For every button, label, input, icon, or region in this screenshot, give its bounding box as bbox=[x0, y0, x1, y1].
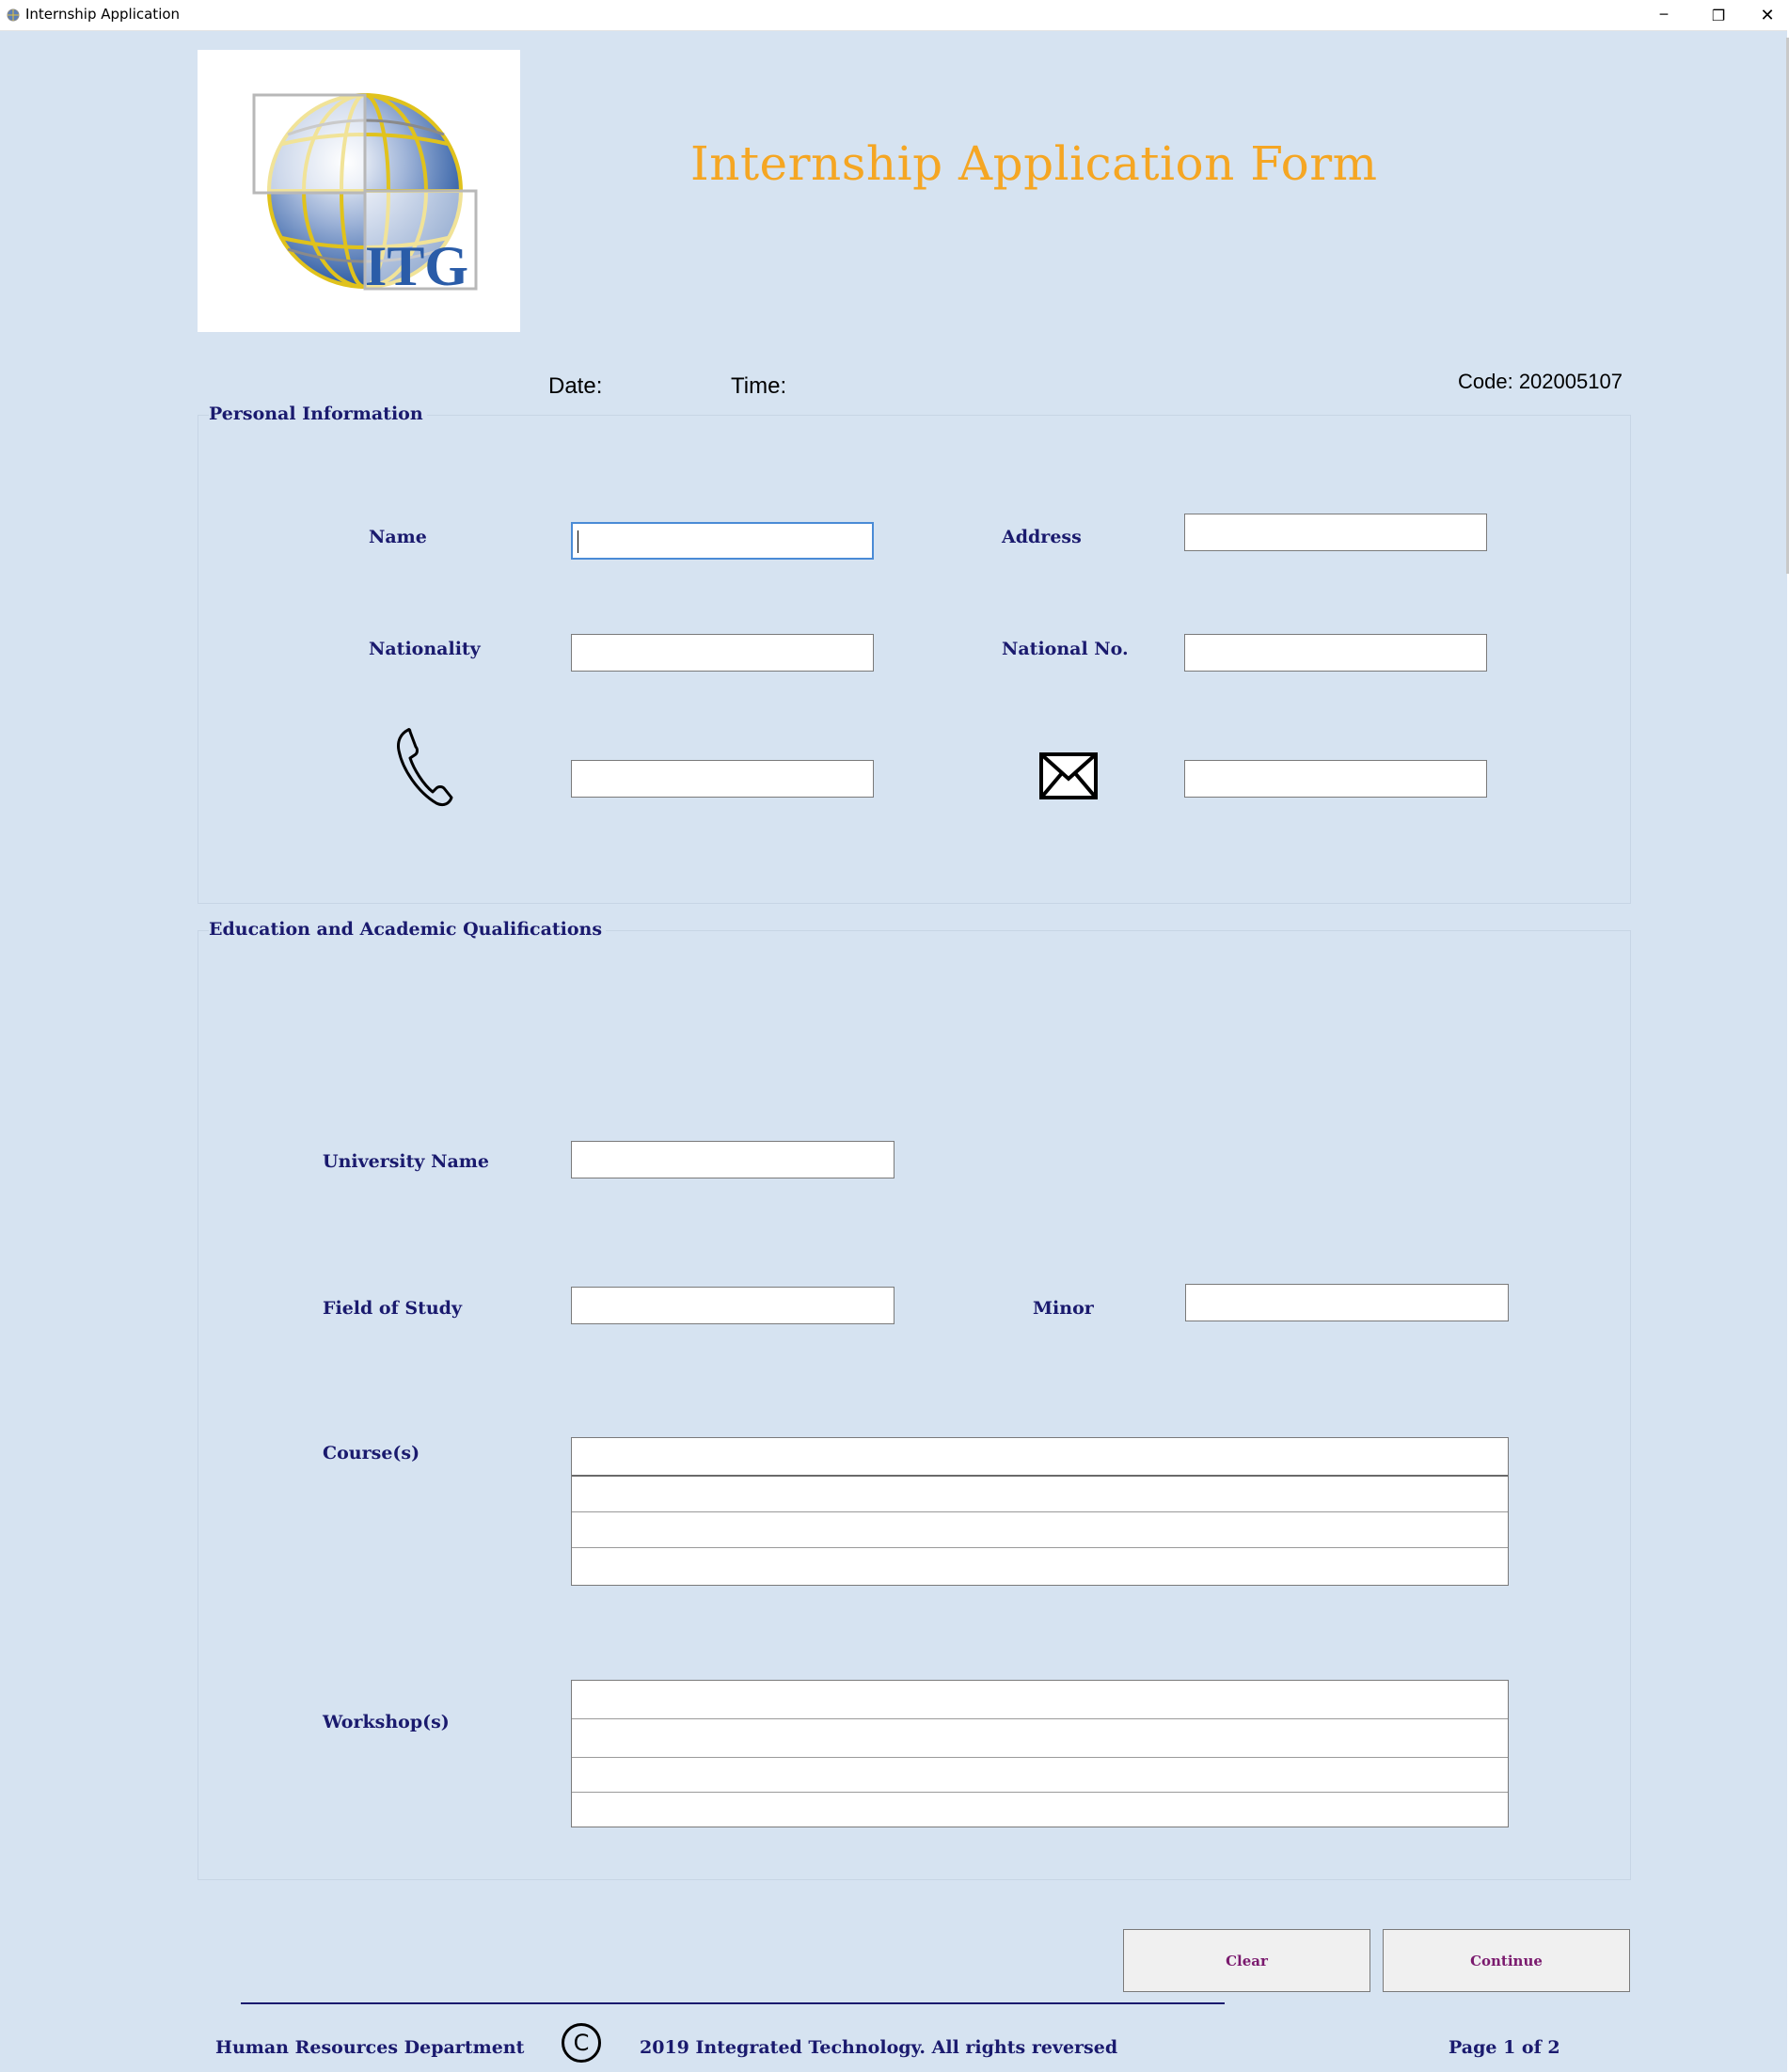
minimize-button[interactable] bbox=[1637, 0, 1691, 30]
phone-icon bbox=[395, 726, 455, 807]
form-title: Internship Application Form bbox=[690, 136, 1378, 191]
nationality-input[interactable] bbox=[571, 634, 874, 672]
clear-button[interactable]: Clear bbox=[1123, 1929, 1370, 1992]
courses-label: Course(s) bbox=[323, 1443, 420, 1463]
email-input[interactable] bbox=[1184, 760, 1487, 798]
app-icon bbox=[6, 8, 21, 23]
courses-grid-row[interactable] bbox=[572, 1512, 1508, 1548]
university-input[interactable] bbox=[571, 1141, 894, 1178]
courses-grid[interactable] bbox=[571, 1437, 1509, 1586]
window-titlebar bbox=[0, 0, 1789, 31]
field-of-study-label: Field of Study bbox=[323, 1298, 463, 1319]
workshops-label: Workshop(s) bbox=[323, 1712, 450, 1732]
window-title: Internship Application bbox=[25, 6, 181, 23]
courses-grid-header bbox=[572, 1438, 1508, 1477]
svg-text:ITG: ITG bbox=[365, 235, 469, 297]
footer-divider bbox=[241, 2002, 1225, 2004]
courses-grid-row[interactable] bbox=[572, 1477, 1508, 1512]
workshops-grid-row[interactable] bbox=[572, 1681, 1508, 1719]
name-input[interactable] bbox=[571, 522, 874, 560]
footer-page-number: Page 1 of 2 bbox=[1449, 2037, 1560, 2058]
workshops-grid[interactable] bbox=[571, 1680, 1509, 1827]
date-label: Date: bbox=[548, 373, 603, 399]
national-no-label: National No. bbox=[1002, 639, 1129, 659]
restore-icon: ❐ bbox=[1711, 6, 1726, 24]
national-no-input[interactable] bbox=[1184, 634, 1487, 672]
continue-button[interactable]: Continue bbox=[1383, 1929, 1630, 1992]
code-label: Code: 202005107 bbox=[1458, 370, 1623, 393]
nationality-label: Nationality bbox=[369, 639, 481, 659]
footer-copyright: 2019 Integrated Technology. All rights reversed bbox=[640, 2037, 1118, 2058]
restore-button[interactable] bbox=[1691, 0, 1746, 30]
copyright-icon: C bbox=[562, 2023, 601, 2063]
close-button[interactable] bbox=[1746, 0, 1789, 30]
phone-input[interactable] bbox=[571, 760, 874, 798]
workshops-grid-row[interactable] bbox=[572, 1758, 1508, 1793]
education-legend: Education and Academic Qualifications bbox=[209, 919, 606, 940]
company-logo bbox=[198, 50, 520, 332]
workshops-grid-row[interactable] bbox=[572, 1719, 1508, 1758]
globe-logo-icon bbox=[198, 50, 520, 332]
university-label: University Name bbox=[323, 1151, 489, 1172]
minimize-icon: ─ bbox=[1659, 8, 1669, 23]
email-icon bbox=[1039, 752, 1098, 799]
time-label: Time: bbox=[731, 373, 787, 399]
close-icon: ✕ bbox=[1760, 5, 1775, 25]
workshops-grid-row[interactable] bbox=[572, 1793, 1508, 1828]
minor-input[interactable] bbox=[1185, 1284, 1509, 1321]
minor-label: Minor bbox=[1033, 1298, 1094, 1319]
field-of-study-input[interactable] bbox=[571, 1287, 894, 1324]
courses-grid-row[interactable] bbox=[572, 1548, 1508, 1584]
footer-department: Human Resources Department bbox=[215, 2037, 525, 2058]
address-label: Address bbox=[1002, 527, 1082, 547]
personal-info-legend: Personal Information bbox=[209, 403, 427, 424]
address-input[interactable] bbox=[1184, 514, 1487, 551]
name-label: Name bbox=[369, 527, 427, 547]
